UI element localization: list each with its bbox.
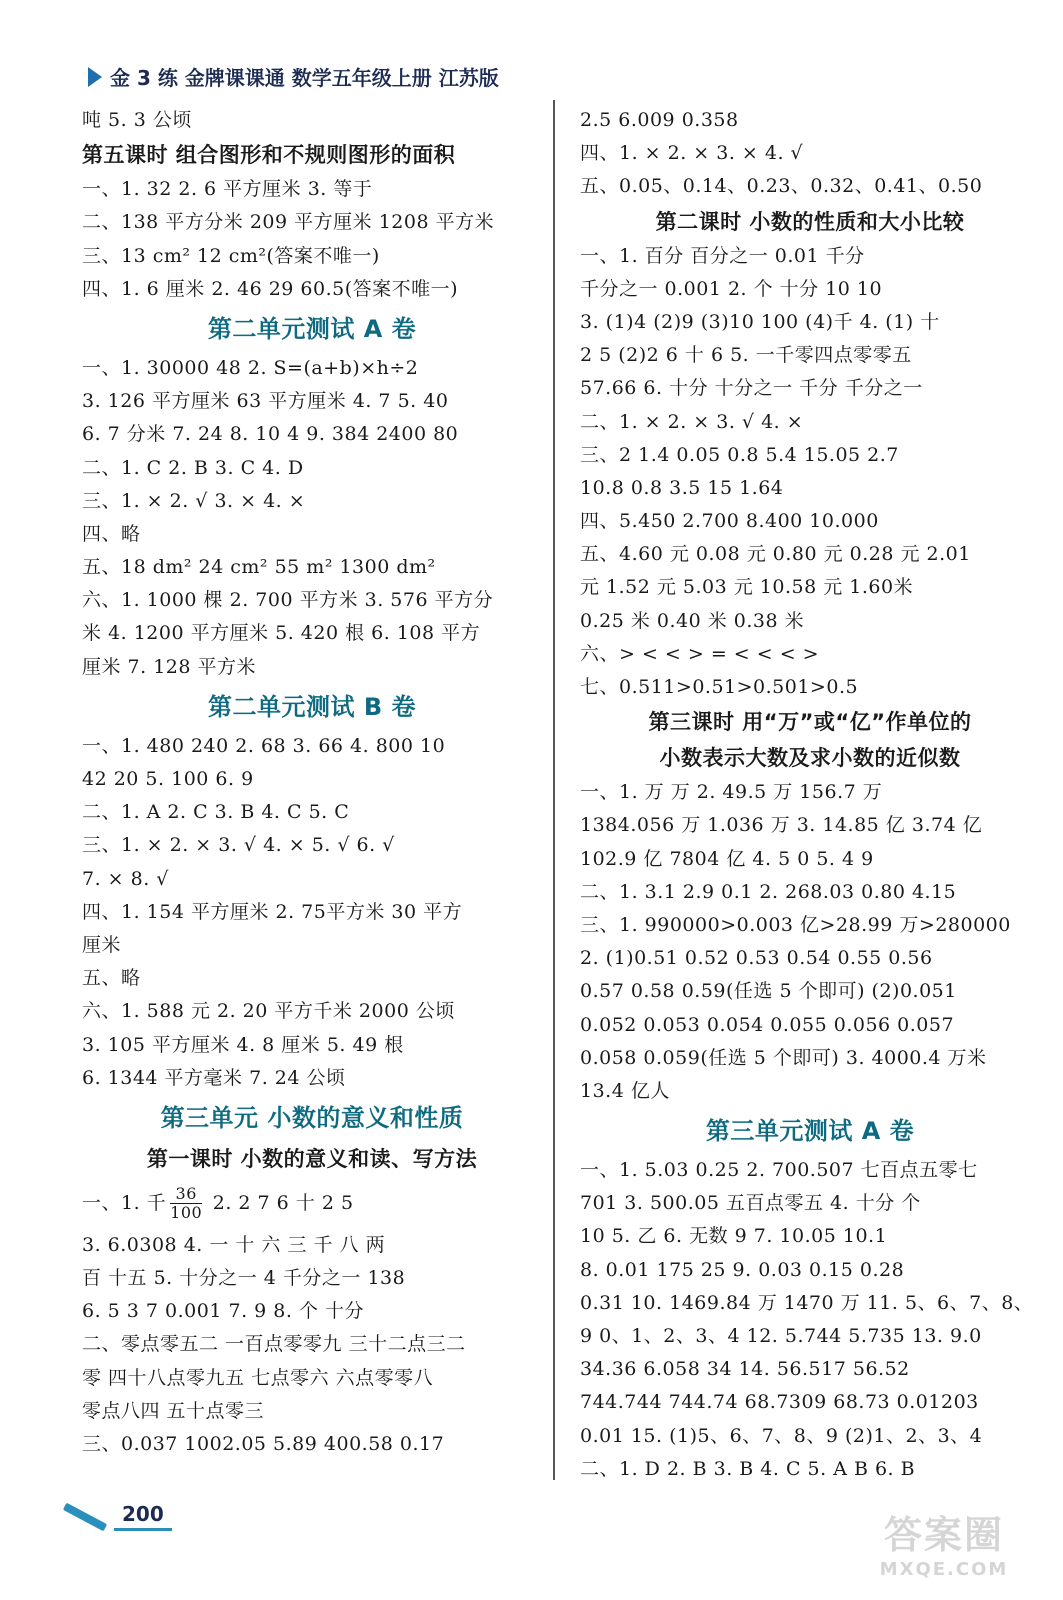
- answer-line: [580, 671, 1040, 704]
- line-text: 三、0.037 1002.05 5.89 400.58 0.17: [82, 1433, 445, 1455]
- section-heading: [82, 1095, 542, 1141]
- section-heading: [580, 204, 1040, 240]
- line-text: 6. 5 3 7 0.001 7. 9 8. 个 十分: [82, 1300, 364, 1323]
- answer-line: [82, 617, 542, 650]
- line-text: 三、1. × 2. √ 3. × 4. ×: [82, 489, 306, 512]
- line-text: 0.25 米 0.40 米 0.38 米: [580, 609, 805, 632]
- answer-line: [82, 485, 542, 518]
- answer-line: [580, 306, 1040, 339]
- answer-line: [580, 240, 1040, 273]
- line-text: 一、1. 万 万 2. 49.5 万 156.7 万: [580, 781, 883, 804]
- answer-line: [580, 1154, 1040, 1187]
- line-text: 小数表示大数及求小数的近似数: [659, 746, 961, 771]
- line-text: 701 3. 500.05 五百点零五 4. 十分 个: [580, 1192, 921, 1215]
- line-text: 四、1. 6 厘米 2. 46 29 60.5(答案不唯一): [82, 277, 459, 300]
- answer-line: [82, 173, 542, 206]
- line-text: 千分之一 0.001 2. 个 十分 10 10: [580, 277, 883, 300]
- answer-line: [82, 518, 542, 551]
- answer-line: [82, 273, 542, 306]
- section-heading: [580, 704, 1040, 740]
- line-text: 13.4 亿人: [580, 1079, 670, 1102]
- line-text: 零 四十八点零九五 七点零六 六点零零八: [82, 1366, 434, 1389]
- answer-line: [580, 406, 1040, 439]
- answer-line: [82, 551, 542, 584]
- line-text: 一、1. 30000 48 2. S=(a+b)×h÷2: [82, 356, 419, 379]
- pen-icon: [63, 1502, 107, 1531]
- line-text: 六、1. 588 元 2. 20 平方千米 2000 公顷: [82, 1000, 455, 1023]
- line-text: 10 5. 乙 6. 无数 9 7. 10.05 10.1: [580, 1225, 888, 1248]
- line-text: 六、1. 1000 棵 2. 700 平方米 3. 576 平方分: [82, 589, 494, 612]
- answer-line: [82, 1362, 542, 1395]
- answer-line: [82, 385, 542, 418]
- line-text: 第五课时 组合图形和不规则图形的面积: [82, 143, 456, 168]
- right-column: [580, 104, 1040, 1486]
- answer-line: [82, 104, 542, 137]
- answer-line: [580, 137, 1040, 170]
- line-text: 一、1. 32 2. 6 平方厘米 3. 等于: [82, 178, 373, 201]
- line-text: 一、1. 千: [82, 1191, 167, 1214]
- answer-line: [580, 1420, 1040, 1453]
- line-text: 0.052 0.053 0.054 0.055 0.056 0.057: [580, 1013, 955, 1036]
- answer-line: [580, 975, 1040, 1008]
- line-text: 三、1. × 2. × 3. √ 4. × 5. √ 6. √: [82, 834, 395, 857]
- answer-line: [82, 863, 542, 896]
- line-text: 四、1. × 2. × 3. × 4. √: [580, 142, 804, 165]
- line-text: 102.9 亿 7804 亿 4. 5 0 5. 4 9: [580, 847, 874, 870]
- line-text: 42 20 5. 100 6. 9: [82, 768, 254, 790]
- answer-line: [82, 1428, 542, 1461]
- section-heading: [82, 137, 542, 173]
- line-text: 0.058 0.059(任选 5 个即可) 3. 4000.4 万米: [580, 1046, 987, 1069]
- answer-line: [580, 1254, 1040, 1287]
- answer-line: [580, 1042, 1040, 1075]
- answer-line: [82, 796, 542, 829]
- answer-line: [580, 638, 1040, 671]
- line-text: 四、1. 154 平方厘米 2. 75平方米 30 平方: [82, 900, 463, 923]
- answer-line: [82, 584, 542, 617]
- answer-line: [580, 170, 1040, 203]
- answer-line: [580, 1220, 1040, 1253]
- answer-line: [82, 962, 542, 995]
- answer-line: [580, 1320, 1040, 1353]
- answer-line: [82, 452, 542, 485]
- line-text: 二、1. A 2. C 3. B 4. C 5. C: [82, 801, 350, 824]
- answer-line: [580, 1386, 1040, 1419]
- line-text: 6. 7 分米 7. 24 8. 10 4 9. 384 2400 80: [82, 423, 459, 446]
- answer-line: [580, 1453, 1040, 1486]
- answer-line: [82, 1229, 542, 1262]
- line-text: 57.66 6. 十分 十分之一 千分 千分之一: [580, 377, 923, 400]
- line-text: 二、1. D 2. B 3. B 4. C 5. A B 6. B: [580, 1457, 916, 1480]
- line-text: 五、0.05、0.14、0.23、0.32、0.41、0.50: [580, 175, 983, 198]
- answer-line: [580, 538, 1040, 571]
- column-divider: [553, 100, 555, 1480]
- line-text: 第三单元 小数的意义和性质: [160, 1103, 464, 1132]
- answer-line: [580, 1287, 1040, 1320]
- line-text: 2.5 6.009 0.358: [580, 109, 739, 131]
- triangle-icon: [88, 67, 102, 87]
- line-text: 2 5 (2)2 6 十 6 5. 一千零四点零零五: [580, 344, 912, 367]
- answer-line: [82, 240, 542, 273]
- answer-line: [580, 942, 1040, 975]
- watermark-text: 答案圈: [883, 1513, 1004, 1557]
- line-text: 2. (1)0.51 0.52 0.53 0.54 0.55 0.56: [580, 947, 933, 970]
- page-footer: [62, 1502, 172, 1531]
- answer-line: [82, 352, 542, 385]
- line-text: 五、4.60 元 0.08 元 0.80 元 0.28 元 2.01: [580, 543, 971, 566]
- line-text: 三、1. 990000>0.003 亿>28.99 万>280000: [580, 913, 1011, 936]
- line-text: 二、零点零五二 一百点零零九 三十二点三二: [82, 1333, 466, 1356]
- answer-line: [580, 104, 1040, 137]
- answer-line: [82, 1395, 542, 1428]
- answer-line: [580, 605, 1040, 638]
- answer-line: [82, 929, 542, 962]
- line-text: 9 0、1、2、3、4 12. 5.744 5.735 13. 9.0: [580, 1325, 982, 1347]
- line-text: 二、138 平方分米 209 平方厘米 1208 平方米: [82, 211, 495, 234]
- line-text: 三、2 1.4 0.05 0.8 5.4 15.05 2.7: [580, 443, 899, 466]
- line-text: 五、18 dm² 24 cm² 55 m² 1300 dm²: [82, 556, 436, 579]
- answer-line: [580, 843, 1040, 876]
- line-text: 34.36 6.058 34 14. 56.517 56.52: [580, 1358, 910, 1381]
- line-text: 一、1. 480 240 2. 68 3. 66 4. 800 10: [82, 734, 446, 757]
- answer-line: [82, 1295, 542, 1328]
- answer-line: [580, 505, 1040, 538]
- answer-line: [580, 472, 1040, 505]
- line-text: 七、0.511>0.51>0.501>0.5: [580, 676, 859, 698]
- line-text: 一、1. 百分 百分之一 0.01 千分: [580, 244, 865, 267]
- answer-line: [580, 1353, 1040, 1386]
- line-text: 四、5.450 2.700 8.400 10.000: [580, 510, 879, 533]
- answer-line: [82, 995, 542, 1028]
- answer-line: [82, 1062, 542, 1095]
- line-text: 四、略: [82, 522, 141, 545]
- section-heading: [580, 740, 1040, 776]
- line-text: 3. 6.0308 4. 一 十 六 三 千 八 两: [82, 1233, 386, 1256]
- book-title: 金 3 练 金牌课课通 数学五年级上册 江苏版: [110, 66, 499, 90]
- line-text: 三、13 cm² 12 cm²(答案不唯一): [82, 244, 380, 267]
- answer-line: [580, 1009, 1040, 1042]
- answer-line: [82, 651, 542, 684]
- answer-line: [82, 1177, 542, 1229]
- answer-line: [82, 1328, 542, 1361]
- line-text: 百 十五 5. 十分之一 4 千分之一 138: [82, 1267, 406, 1290]
- answer-line: [580, 876, 1040, 909]
- fraction-numerator: 36: [170, 1185, 202, 1204]
- section-heading: [82, 1141, 542, 1177]
- line-text: 二、1. C 2. B 3. C 4. D: [82, 456, 304, 479]
- line-text: 吨 5. 3 公顷: [82, 109, 192, 131]
- line-text: 第二单元测试 B 卷: [207, 692, 416, 721]
- line-text: 六、> < < > = < < < >: [580, 642, 820, 665]
- answer-line: [580, 339, 1040, 372]
- line-text: 第三课时 用“万”或“亿”作单位的: [648, 710, 972, 735]
- answer-line: [580, 571, 1040, 604]
- answer-line: [82, 206, 542, 239]
- fraction-denominator: 100: [170, 1203, 203, 1223]
- answer-line: [82, 763, 542, 796]
- line-text: 0.57 0.58 0.59(任选 5 个即可) (2)0.051: [580, 980, 957, 1003]
- answer-line: [82, 896, 542, 929]
- line-text: 第一课时 小数的意义和读、写方法: [146, 1146, 478, 1171]
- line-text: 厘米 7. 128 平方米: [82, 655, 257, 678]
- left-column: [82, 104, 542, 1461]
- line-text: 零点八四 五十点零三: [82, 1399, 265, 1422]
- answer-line: [580, 372, 1040, 405]
- answer-line: [580, 273, 1040, 306]
- answer-line: [82, 829, 542, 862]
- watermark-url: MXQE.COM: [879, 1559, 1009, 1580]
- line-text: 二、1. × 2. × 3. √ 4. ×: [580, 410, 804, 433]
- line-text: 第二课时 小数的性质和大小比较: [655, 209, 965, 234]
- book-header: [88, 62, 499, 91]
- section-heading: [580, 1108, 1040, 1154]
- line-text: 米 4. 1200 平方厘米 5. 420 根 6. 108 平方: [82, 622, 481, 645]
- line-text: 6. 1344 平方毫米 7. 24 公顷: [82, 1066, 346, 1089]
- line-text: 8. 0.01 175 25 9. 0.03 0.15 0.28: [580, 1258, 905, 1281]
- line-text: 二、1. 3.1 2.9 0.1 2. 268.03 0.80 4.15: [580, 880, 957, 903]
- answer-line: [580, 776, 1040, 809]
- watermark-logo: [859, 1504, 1029, 1584]
- section-heading: [82, 306, 542, 352]
- line-text: 0.01 15. (1)5、6、7、8、9 (2)1、2、3、4: [580, 1424, 983, 1447]
- line-text: 五、略: [82, 967, 141, 990]
- line-text: 一、1. 5.03 0.25 2. 700.507 七百点五零七: [580, 1159, 978, 1182]
- line-text: 1384.056 万 1.036 万 3. 14.85 亿 3.74 亿: [580, 814, 983, 837]
- line-text-continued: 2. 2 7 6 十 2 5: [206, 1191, 354, 1214]
- fraction: [170, 1185, 202, 1222]
- line-text: 第三单元测试 A 卷: [705, 1117, 915, 1146]
- line-text: 第二单元测试 A 卷: [207, 314, 417, 343]
- line-text: 3. (1)4 (2)9 (3)10 100 (4)千 4. (1) 十: [580, 310, 940, 333]
- section-heading: [82, 684, 542, 730]
- line-text: 10.8 0.8 3.5 15 1.64: [580, 476, 784, 499]
- answer-line: [82, 418, 542, 451]
- answer-line: [82, 730, 542, 763]
- answer-line: [580, 809, 1040, 842]
- line-text: 厘米: [82, 933, 122, 956]
- answer-line: [580, 909, 1040, 942]
- answer-line: [580, 1075, 1040, 1108]
- line-text: 7. × 8. √: [82, 867, 169, 890]
- line-text: 3. 126 平方厘米 63 平方厘米 4. 7 5. 40: [82, 390, 449, 413]
- answer-line: [82, 1262, 542, 1295]
- page-number: 200: [114, 1502, 172, 1531]
- line-text: 3. 105 平方厘米 4. 8 厘米 5. 49 根: [82, 1033, 404, 1056]
- answer-line: [580, 1187, 1040, 1220]
- answer-line: [580, 439, 1040, 472]
- answer-line: [82, 1029, 542, 1062]
- line-text: 744.744 744.74 68.7309 68.73 0.01203: [580, 1391, 979, 1414]
- line-text: 0.31 10. 1469.84 万 1470 万 11. 5、6、7、8、: [580, 1291, 1034, 1314]
- line-text: 元 1.52 元 5.03 元 10.58 元 1.60米: [580, 576, 914, 599]
